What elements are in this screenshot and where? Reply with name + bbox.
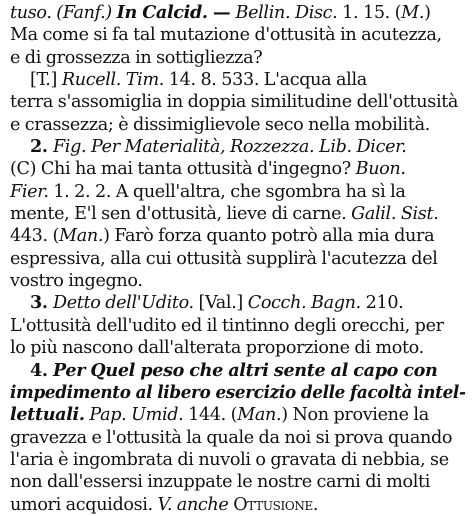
text-run: Bellin. Disc. [235, 3, 338, 23]
text-line [10, 270, 466, 292]
text-run: Fig. Per Materialità, Rozzezza. [52, 137, 315, 158]
text-run: 144. ( [183, 405, 238, 426]
text-run: terra s'assomiglia in doppia similitudine dell'ottusità [10, 92, 459, 113]
text-line [10, 24, 466, 46]
text-run: espressiva, alla cui ottusità supplirà l'acutezza del [10, 248, 438, 269]
text-run: V. anche [157, 494, 229, 515]
text-run: Cocch. Bagn. [247, 293, 361, 314]
text-line [10, 114, 466, 136]
text-run: ) Non proviene la [281, 405, 429, 426]
text-line [10, 337, 466, 359]
text-run: lettuali. [10, 404, 85, 426]
text-run: mente, E'l sen d'ottusità, lieve di carne. [10, 204, 352, 225]
text-line [10, 449, 466, 471]
text-line [10, 158, 466, 180]
text-line [10, 494, 466, 516]
text-run: non dall'essersi inzuppate le nostre carni di molti [10, 472, 430, 493]
text-line [10, 292, 466, 314]
text-run: Pap. Umid. [89, 405, 184, 426]
text-line [10, 47, 466, 69]
text-run: M. [401, 3, 425, 23]
text-run: 14. 8. 533. L'acqua alla [164, 70, 367, 91]
text-run: l'aria è ingombrata di nuvoli o gravata di nebbia, se [10, 449, 449, 470]
text-line [10, 69, 466, 91]
text-line [10, 315, 466, 337]
text-run: 1. 15. ( [337, 3, 402, 23]
text-line [10, 427, 466, 449]
text-line [10, 225, 466, 247]
text-run: umori acquidosi. [10, 494, 158, 515]
text-run: 3. [30, 292, 53, 314]
text-run: Man. [59, 226, 104, 247]
text-line [10, 91, 466, 113]
text-line [10, 203, 466, 225]
text-run: Buon. [355, 159, 406, 180]
text-line [10, 471, 466, 493]
text-line [10, 360, 466, 382]
text-run: Detto dell'Udito. [52, 293, 194, 314]
text-run: ) [424, 3, 431, 23]
text-run: 443. ( [10, 226, 60, 247]
text-run: — [207, 2, 236, 23]
text-run: e di grossezza in sottigliezza? [10, 47, 263, 68]
text-run: ) Farò forza quanto potrò alla mia dura [103, 226, 435, 247]
text-run: gravezza e l'ottusità la quale da noi si prova quando [10, 427, 453, 448]
text-line [10, 181, 466, 203]
text-run: Per Quel peso che altri sente al capo con [52, 359, 438, 381]
text-run: Galil. Sist. [351, 204, 439, 225]
text-run: 210. [360, 293, 404, 314]
text-run: 2. [30, 136, 53, 158]
text-run: (C) Chi ha mai tanta ottusità d'ingegno? [10, 159, 356, 180]
text-line [10, 381, 466, 404]
text-line [10, 404, 466, 426]
text-line [10, 248, 466, 270]
text-run: tuso. ( [10, 3, 63, 23]
text-run: L'ottusità dell'udito ed il tintinno degli orecchi, per [10, 315, 444, 336]
text-run: vostro ingegno. [10, 271, 143, 292]
text-run: Fanf. [62, 3, 106, 23]
text-line [10, 2, 466, 24]
entry-text [10, 2, 466, 516]
text-run: ) [105, 3, 117, 23]
text-run: Fier. [10, 181, 49, 202]
text-run: Rucell. Tim. [61, 70, 165, 91]
text-run: Ottusione. [233, 494, 319, 515]
text-run: lo più nascono dall'alterata proporzione di moto. [10, 338, 424, 359]
text-run: impedimento al libero esercizio delle facoltà intel- [10, 381, 466, 403]
text-run: [T.] [30, 70, 62, 91]
text-run: 4. [30, 359, 53, 381]
text-run: Ma come si fa tal mutazione d'ottusità in acutezza, [10, 25, 442, 46]
text-run: 1. 2. 2. A quell'altra, che sgombra ha sì la [48, 181, 406, 202]
text-run: e crassezza; è dissimiglievole seco nella mobilità. [10, 114, 431, 135]
text-line [10, 136, 466, 158]
text-run: Man. [237, 405, 282, 426]
text-run: In Calcid. [116, 2, 208, 23]
text-run: Lib. Dicer. [319, 137, 407, 158]
text-run: [Val.] [193, 293, 248, 314]
